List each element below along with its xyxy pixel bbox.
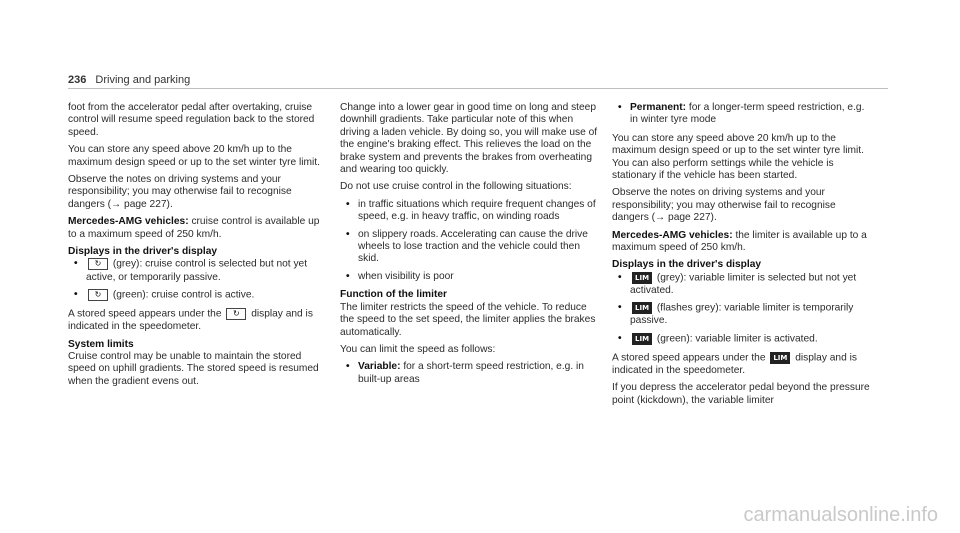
paragraph: You can store any speed above 20 km/h up to the maximum design speed or up to the set winter tyre limit. You can also perform settings while the vehicle is stationary if the vehicle has been started.	[612, 132, 864, 182]
limit-types-list	[340, 361, 602, 386]
list-item: • in traffic situations which require frequent changes of speed, e.g. in heavy traffic, on winding roads	[340, 199, 602, 224]
amg-paragraph	[68, 216, 330, 241]
watermark: carmanualsonline.info	[743, 504, 938, 526]
displays-heading: Displays in the driver's display	[612, 259, 762, 271]
limiter-icon: LIM	[632, 333, 652, 345]
column-3	[612, 102, 874, 412]
list-item: • LIM (green): variable limiter is activated.	[612, 333, 874, 346]
function-heading: Function of the limiter	[340, 289, 447, 301]
limiter-icon: LIM	[770, 352, 790, 364]
amg-text: cruise control is available up to a maximum speed of 250 km/h.	[68, 216, 320, 240]
amg-paragraph	[612, 230, 874, 255]
page-number: 236	[68, 74, 87, 86]
paragraph: If you depress the accelerator pedal beyond the pressure point (kickdown), the variable limiter	[612, 382, 870, 406]
header-rule	[68, 88, 888, 89]
limiter-icon: LIM	[632, 272, 652, 284]
cruise-control-icon: ↻	[88, 258, 108, 270]
cruise-control-icon: ↻	[226, 308, 246, 320]
paragraph: Cruise control may be unable to maintain the stored speed on uphill gradients. The stored speed is resumed when the gradient evens out.	[68, 350, 319, 387]
paragraph: Observe the notes on driving systems and your responsibility; you may otherwise fail to recognise dangers (→ page 227).	[68, 174, 292, 210]
column-2	[340, 102, 602, 392]
section-title: Driving and parking	[95, 74, 191, 86]
situations-list	[340, 199, 602, 283]
paragraph: You can store any speed above 20 km/h up to the maximum design speed or up to the set winter tyre limit.	[68, 144, 320, 168]
displays-heading: Displays in the driver's display	[68, 246, 218, 258]
cruise-control-icon: ↻	[88, 289, 108, 301]
limit-types-list-cont	[612, 102, 874, 127]
list-item: • LIM (grey): variable limiter is selected but not yet activated.	[612, 272, 874, 298]
list-item: • ↻ (grey): cruise control is selected but not yet active, or temporarily passive.	[68, 258, 330, 284]
page-header	[68, 74, 190, 86]
displays-list	[68, 258, 330, 302]
list-item: • Variable: for a short-term speed restriction, e.g. in built-up areas	[340, 361, 602, 386]
paragraph: A stored speed appears under the LIM display and is indicated in the speedometer.	[612, 352, 857, 377]
paragraph: The limiter restricts the speed of the vehicle. To reduce the speed to the set speed, the limiter applies the brakes automatically.	[340, 301, 596, 338]
amg-label: Mercedes-AMG vehicles:	[612, 229, 733, 241]
paragraph: Change into a lower gear in good time on long and steep downhill gradients. Take particular note of this when driving a laden vehicle. By doing so, you will make use of the engine's braking effect. This relieves the load on the brake system and prevents the brakes from overheating and wearing too quickly.	[340, 102, 598, 176]
list-item: • LIM (flashes grey): variable limiter is temporarily passive.	[612, 302, 874, 328]
list-item: • on slippery roads. Accelerating can cause the drive wheels to lose traction and the vehicle could then skid.	[340, 229, 602, 266]
list-item: • when visibility is poor	[340, 271, 602, 283]
amg-label: Mercedes-AMG vehicles:	[68, 216, 189, 228]
amg-text: the limiter is available up to a maximum speed of 250 km/h.	[612, 229, 867, 254]
paragraph: Observe the notes on driving systems and your responsibility; you may otherwise fail to recognise dangers (→ page 227).	[612, 187, 836, 224]
limiter-displays-list	[612, 272, 874, 346]
list-item: • Permanent: for a longer-term speed restriction, e.g. in winter tyre mode	[612, 102, 874, 127]
column-1	[68, 102, 330, 393]
paragraph: Do not use cruise control in the following situations:	[340, 181, 572, 193]
paragraph: A stored speed appears under the ↻ display and is indicated in the speedometer.	[68, 308, 313, 333]
paragraph: foot from the accelerator pedal after overtaking, cruise control will resume speed regulation back to the stored speed.	[68, 102, 315, 138]
paragraph: You can limit the speed as follows:	[340, 343, 496, 355]
limiter-icon: LIM	[632, 302, 652, 314]
list-item: • ↻ (green): cruise control is active.	[68, 289, 330, 302]
system-limits-heading: System limits	[68, 338, 134, 350]
